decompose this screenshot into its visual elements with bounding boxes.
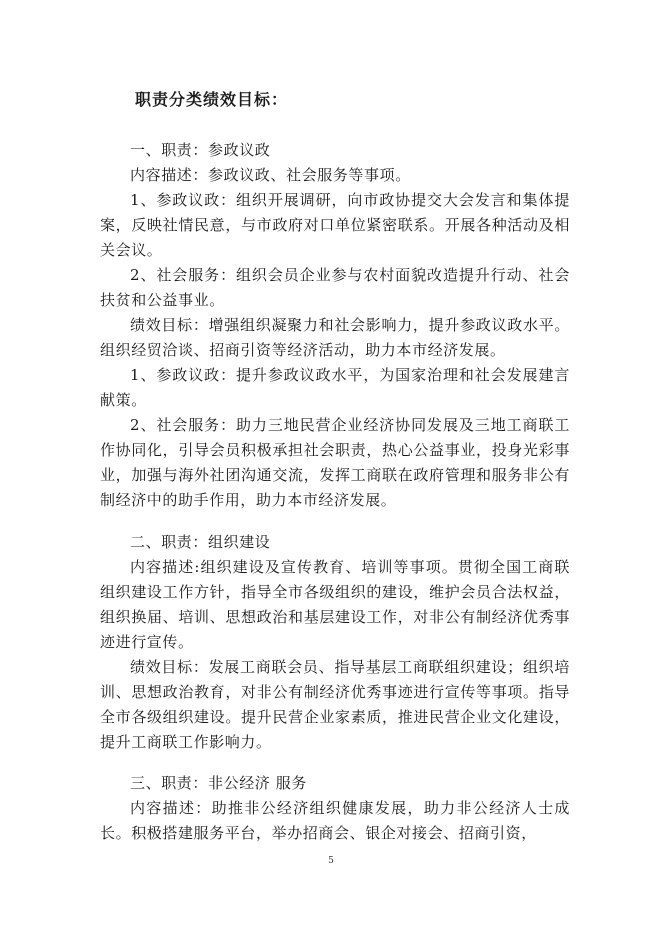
section-1 bbox=[100, 138, 570, 513]
paragraph: 2、社会服务：助力三地民营企业经济协同发展及三地工商联工作协同化，引导会员积极承担社会职责，热心公益事业，投身光彩事业，加强与海外社团沟通交流，发挥工商联在政府管理和服务非公有制经济中的助手作用，助力本市经济发展。 bbox=[100, 416, 570, 509]
section-3 bbox=[100, 771, 570, 846]
section-2 bbox=[100, 530, 570, 755]
paragraph: 绩效目标：发展工商联会员、指导基层工商联组织建设；组织培训、思想政治教育，对非公有制经济优秀事迹进行宣传等事项。指导全市各级组织建设。提升民营企业家素质，推进民营企业文化建设，提升工商联工作影响力。 bbox=[100, 658, 570, 751]
paragraph: 1、参政议政：组织开展调研，向市政协提交大会发言和集体提案，反映社情民意，与市政府对口单位紧密联系。开展各种活动及相关会议。 bbox=[100, 191, 570, 259]
paragraph: 内容描述：助推非公经济组织健康发展，助力非公经济人士成长。积极搭建服务平台，举办招商会、银企对接会、招商引资， bbox=[100, 799, 570, 842]
paragraph: 绩效目标：增强组织凝聚力和社会影响力，提升参政议政水平。组织经贸洽谈、招商引资等经济活动，助力本市经济发展。 bbox=[100, 316, 570, 359]
paragraph: 内容描述:组织建设及宣传教育、培训等事项。贯彻全国工商联组织建设工作方针，指导全市各级组织的建设，维护会员合法权益，组织换届、培训、思想政治和基层建设工作，对非公有制经济优秀事迹进行宣传。 bbox=[100, 558, 570, 651]
paragraph: 内容描述：参政议政、社会服务等事项。 bbox=[130, 166, 411, 184]
section-heading: 二、职责：组织建设 bbox=[130, 533, 271, 551]
document-title: 职责分类绩效目标： bbox=[135, 90, 289, 109]
page-number: 5 bbox=[328, 856, 334, 866]
paragraph: 2、社会服务：组织会员企业参与农村面貌改造提升行动、社会扶贫和公益事业。 bbox=[100, 266, 570, 309]
paragraph: 1、参政议政：提升参政议政水平，为国家治理和社会发展建言献策。 bbox=[100, 366, 570, 409]
section-heading: 三、职责：非公经济 服务 bbox=[130, 774, 307, 792]
section-heading: 一、职责：参政议政 bbox=[130, 141, 271, 159]
